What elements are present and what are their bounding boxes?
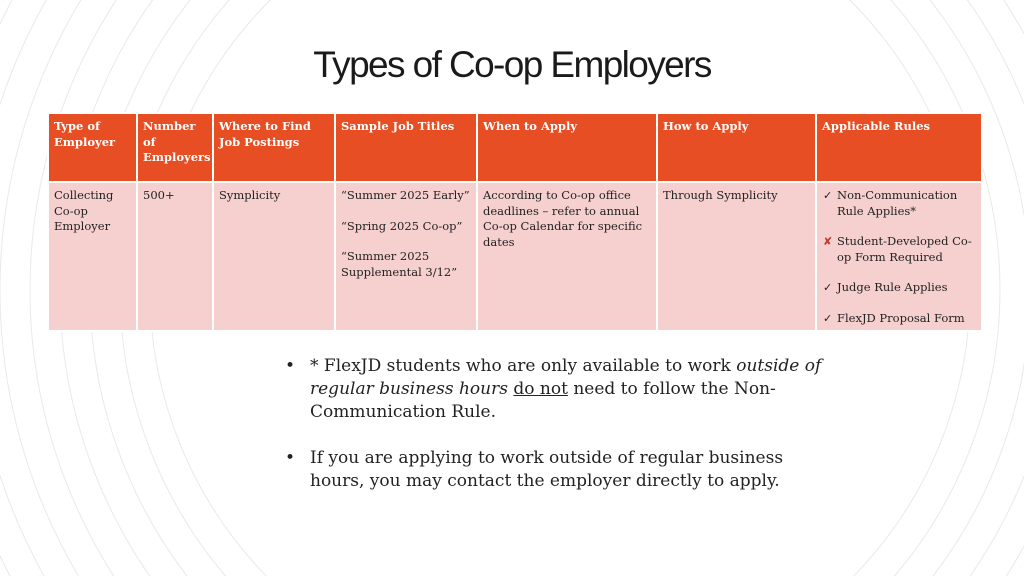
job-title: “Spring 2025 Co-op” — [341, 218, 463, 233]
header-number: Number of Employers — [137, 113, 213, 182]
rule-text: Student-Developed Co-op Form Required — [837, 234, 972, 264]
rule-item — [822, 234, 976, 265]
cross-icon: ✘ — [823, 235, 833, 248]
rule-text: Judge Rule Applies — [837, 280, 948, 294]
table-row — [48, 182, 982, 331]
rule-item — [822, 188, 976, 219]
employers-table — [47, 112, 983, 332]
note-item — [285, 447, 825, 493]
header-rules: Applicable Rules — [816, 113, 982, 182]
note-emphasis: outside of regular business hours — [310, 356, 822, 399]
bullet-icon: • — [285, 356, 296, 376]
slide-title: Types of Co-op Employers — [313, 44, 711, 85]
job-title: “Summer 2025 Supplemental 3/12” — [341, 249, 458, 279]
rule-item — [822, 311, 976, 327]
note-text: * FlexJD students who are only available to work — [310, 356, 737, 376]
notes-list — [285, 355, 825, 516]
rule-text: Non-Communication Rule Applies* — [837, 188, 958, 218]
note-underline: do not — [513, 379, 568, 399]
rules-list — [822, 188, 976, 326]
note-text: need to follow the Non-Communication Rule. — [310, 379, 776, 422]
cell-when: According to Co-op office deadlines – refer to annual Co-op Calendar for specific dates — [477, 182, 657, 331]
rule-item — [822, 280, 976, 296]
job-title: “Summer 2025 Early” — [341, 188, 470, 202]
bullet-icon: • — [285, 448, 296, 468]
header-type: Type of Employer — [48, 113, 137, 182]
cell-type: Collecting Co-op Employer — [48, 182, 137, 331]
cell-titles — [335, 182, 477, 331]
check-icon: ✓ — [823, 189, 833, 202]
note-text: If you are applying to work outside of regular business hours, you may contact the employer directly to apply. — [310, 448, 784, 491]
header-when: When to Apply — [477, 113, 657, 182]
header-how: How to Apply — [657, 113, 816, 182]
header-titles: Sample Job Titles — [335, 113, 477, 182]
cell-how: Through Symplicity — [657, 182, 816, 331]
check-icon: ✓ — [823, 281, 833, 294]
table-header-row — [48, 113, 982, 182]
cell-number: 500+ — [137, 182, 213, 331]
note-item — [285, 355, 825, 424]
cell-where: Symplicity — [213, 182, 335, 331]
check-icon: ✓ — [823, 311, 833, 325]
rule-text: FlexJD Proposal Form — [837, 310, 965, 325]
cell-rules — [816, 182, 982, 331]
header-where: Where to Find Job Postings — [213, 113, 335, 182]
